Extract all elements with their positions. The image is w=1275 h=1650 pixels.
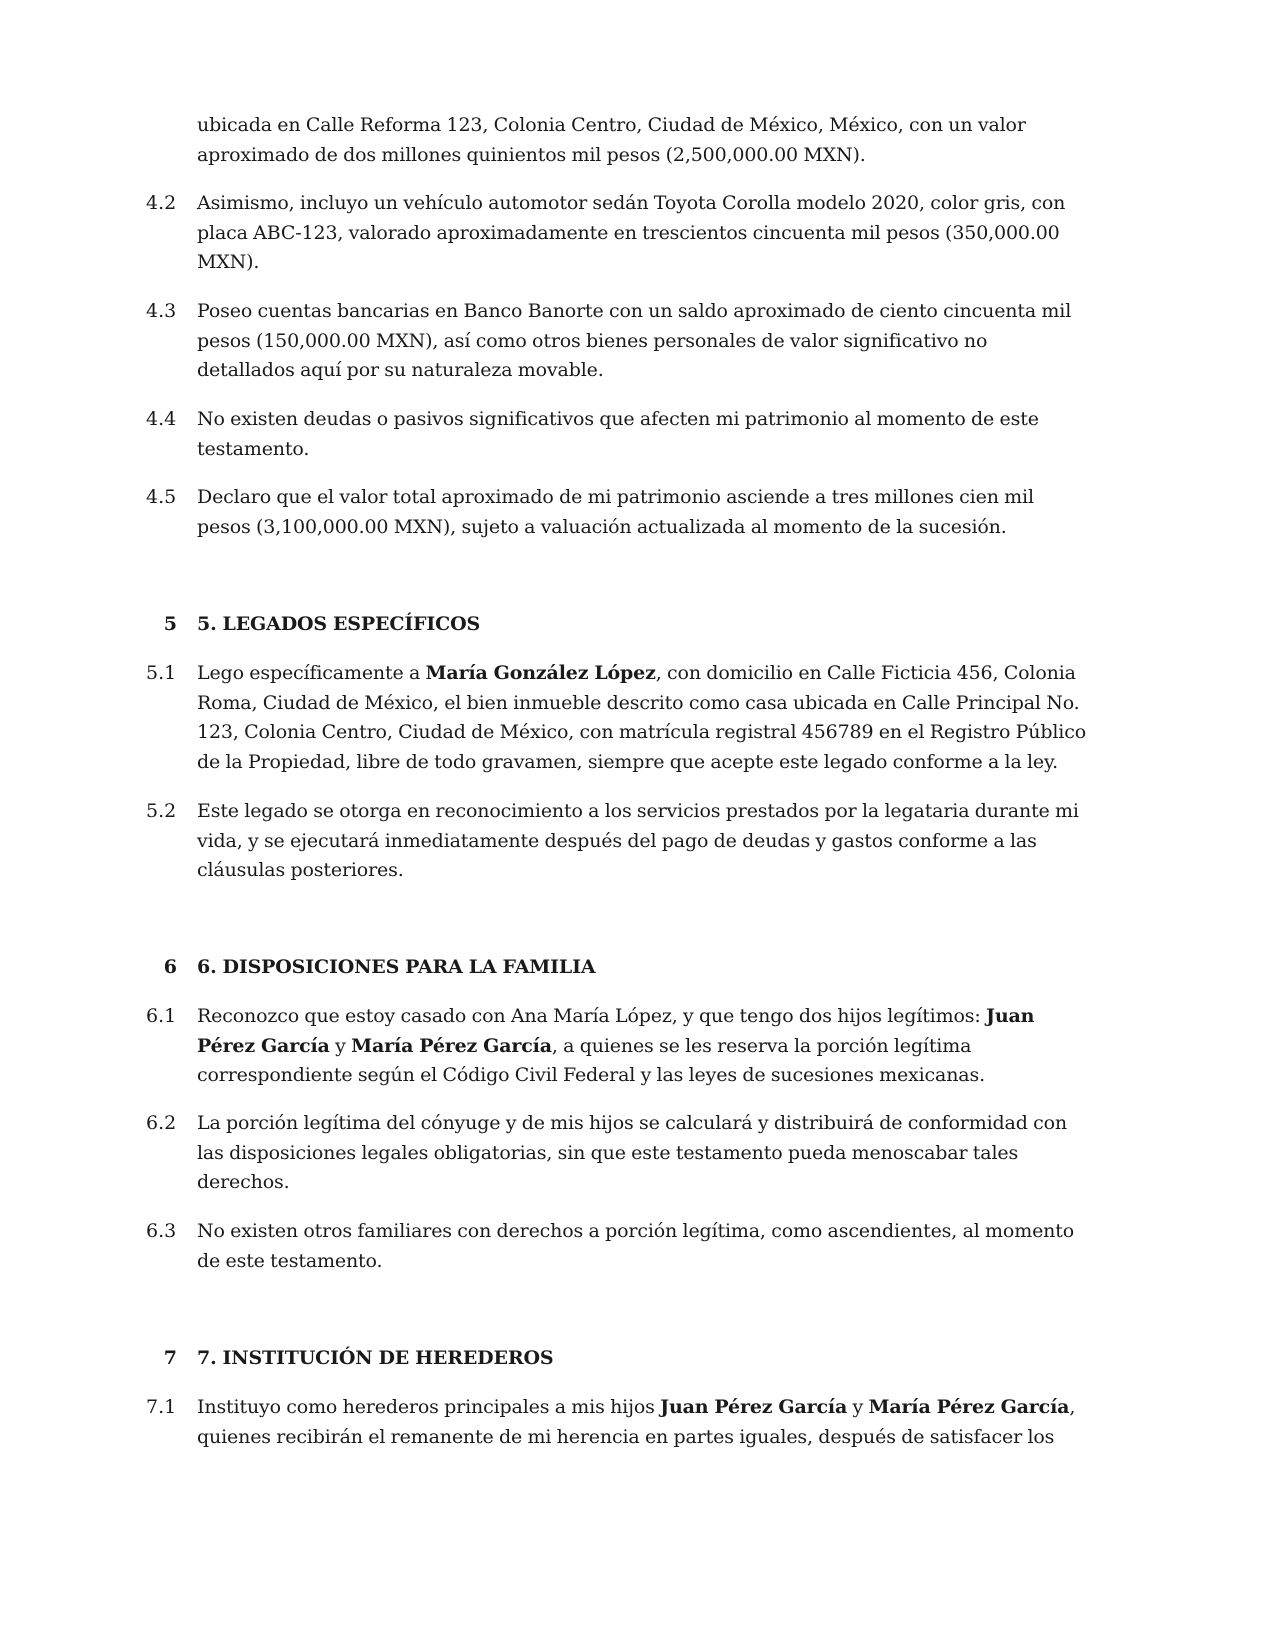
clause-number: 7.1 [146, 1396, 177, 1418]
clause-text: Poseo cuentas bancarias en Banco Banorte con un saldo aproximado de ciento cincuenta mil pesos (150,000.00 MXN), así como otros bienes personales de valor significativo no detallados aquí por su naturaleza movable. [197, 300, 1072, 381]
text-run: , quienes recibirán el remanente de mi herencia en partes iguales, después de satisfacer los [197, 1396, 1076, 1448]
heir-name: Juan Pérez García [197, 1005, 1035, 1057]
text-run: Lego específicamente a [197, 662, 426, 684]
clause-text: No existen deudas o pasivos significativos que afecten mi patrimonio al momento de este testamento. [197, 408, 1039, 460]
clause-text: ubicada en Calle Reforma 123, Colonia Centro, Ciudad de México, México, con un valor aproximado de dos millones quinientos mil pesos (2,500,000.00 MXN). [197, 114, 1026, 166]
section-title: 6. DISPOSICIONES PARA LA FAMILIA [197, 956, 596, 978]
clause-text [197, 1393, 1086, 1452]
text-run: , con domicilio en Calle Ficticia 456, Colonia Roma, Ciudad de México, el bien inmueble descrito como casa ubicada en Calle Principal No. 123, Colonia Centro, Ciudad de México, con matrícula registral 456789 en el Registro Público de la Propiedad, libre de todo gravamen, siempre que acepte este legado conforme a la ley. [197, 662, 1087, 773]
text-run: y [847, 1396, 869, 1418]
clause-number: 4.5 [146, 486, 177, 508]
clause-text: Asimismo, incluyo un vehículo automotor sedán Toyota Corolla modelo 2020, color gris, con placa ABC-123, valorado aproximadamente en trescientos cincuenta mil pesos (350,000.00 MXN). [197, 192, 1066, 273]
clause-number: 4.3 [146, 300, 177, 322]
clause-number: 6.1 [146, 1005, 177, 1027]
section-number: 6 [163, 956, 177, 978]
text-run: Reconozco que estoy casado con Ana María López, y que tengo dos hijos legítimos: [197, 1005, 986, 1027]
clause-number: 5.1 [146, 662, 177, 684]
clause-number: 6.3 [146, 1220, 177, 1242]
clause-4-4 [146, 405, 1086, 464]
section-number: 7 [163, 1347, 177, 1369]
clause-5-1 [146, 659, 1086, 777]
clause-text [197, 659, 1086, 777]
clause-7-1 [146, 1393, 1086, 1452]
clause-4-3 [146, 297, 1086, 386]
clause-number: 5.2 [146, 800, 177, 822]
heir-name: Juan Pérez García [660, 1396, 848, 1418]
clause-text: Este legado se otorga en reconocimiento a los servicios prestados por la legataria durante mi vida, y se ejecutará inmediatamente después del pago de deudas y gastos conforme a las cláusulas posteriores. [197, 800, 1079, 881]
clause-text: La porción legítima del cónyuge y de mis hijos se calculará y distribuirá de conformidad con las disposiciones legales obligatorias, sin que este testamento pueda menoscabar tales derechos. [197, 1112, 1067, 1193]
clause-4-2 [146, 189, 1086, 278]
section-number: 5 [163, 613, 177, 635]
clause-text: Declaro que el valor total aproximado de mi patrimonio asciende a tres millones cien mil pesos (3,100,000.00 MXN), sujeto a valuación actualizada al momento de la sucesión. [197, 486, 1034, 538]
legatee-name: María González López [425, 662, 656, 684]
clause-5-2 [146, 797, 1086, 886]
clause-4-1-continuation [146, 111, 1086, 170]
clause-text: No existen otros familiares con derechos a porción legítima, como ascendientes, al momento de este testamento. [197, 1220, 1075, 1272]
section-heading-5 [146, 610, 1086, 640]
clause-number: 4.4 [146, 408, 177, 430]
text-run: Instituyo como herederos principales a mis hijos [197, 1396, 661, 1418]
section-title: 5. LEGADOS ESPECÍFICOS [197, 613, 481, 635]
clause-6-3 [146, 1217, 1086, 1276]
heir-name: María Pérez García [868, 1396, 1070, 1418]
clause-text [197, 1002, 1086, 1091]
clause-number [146, 111, 197, 170]
clause-6-2 [146, 1109, 1086, 1198]
section-heading-7 [146, 1344, 1086, 1374]
clause-number: 4.2 [146, 192, 177, 214]
section-title: 7. INSTITUCIÓN DE HEREDEROS [197, 1347, 554, 1369]
section-heading-6 [146, 953, 1086, 983]
clause-number: 6.2 [146, 1112, 177, 1134]
heir-name: María Pérez García [351, 1034, 552, 1057]
clause-6-1 [146, 1002, 1086, 1091]
text-run: y [329, 1034, 352, 1057]
text-run: , a quienes se les reserva la porción legítima correspondiente según el Código Civil Federal y las leyes de sucesiones mexicanas. [197, 1034, 985, 1086]
clause-4-5 [146, 483, 1086, 542]
